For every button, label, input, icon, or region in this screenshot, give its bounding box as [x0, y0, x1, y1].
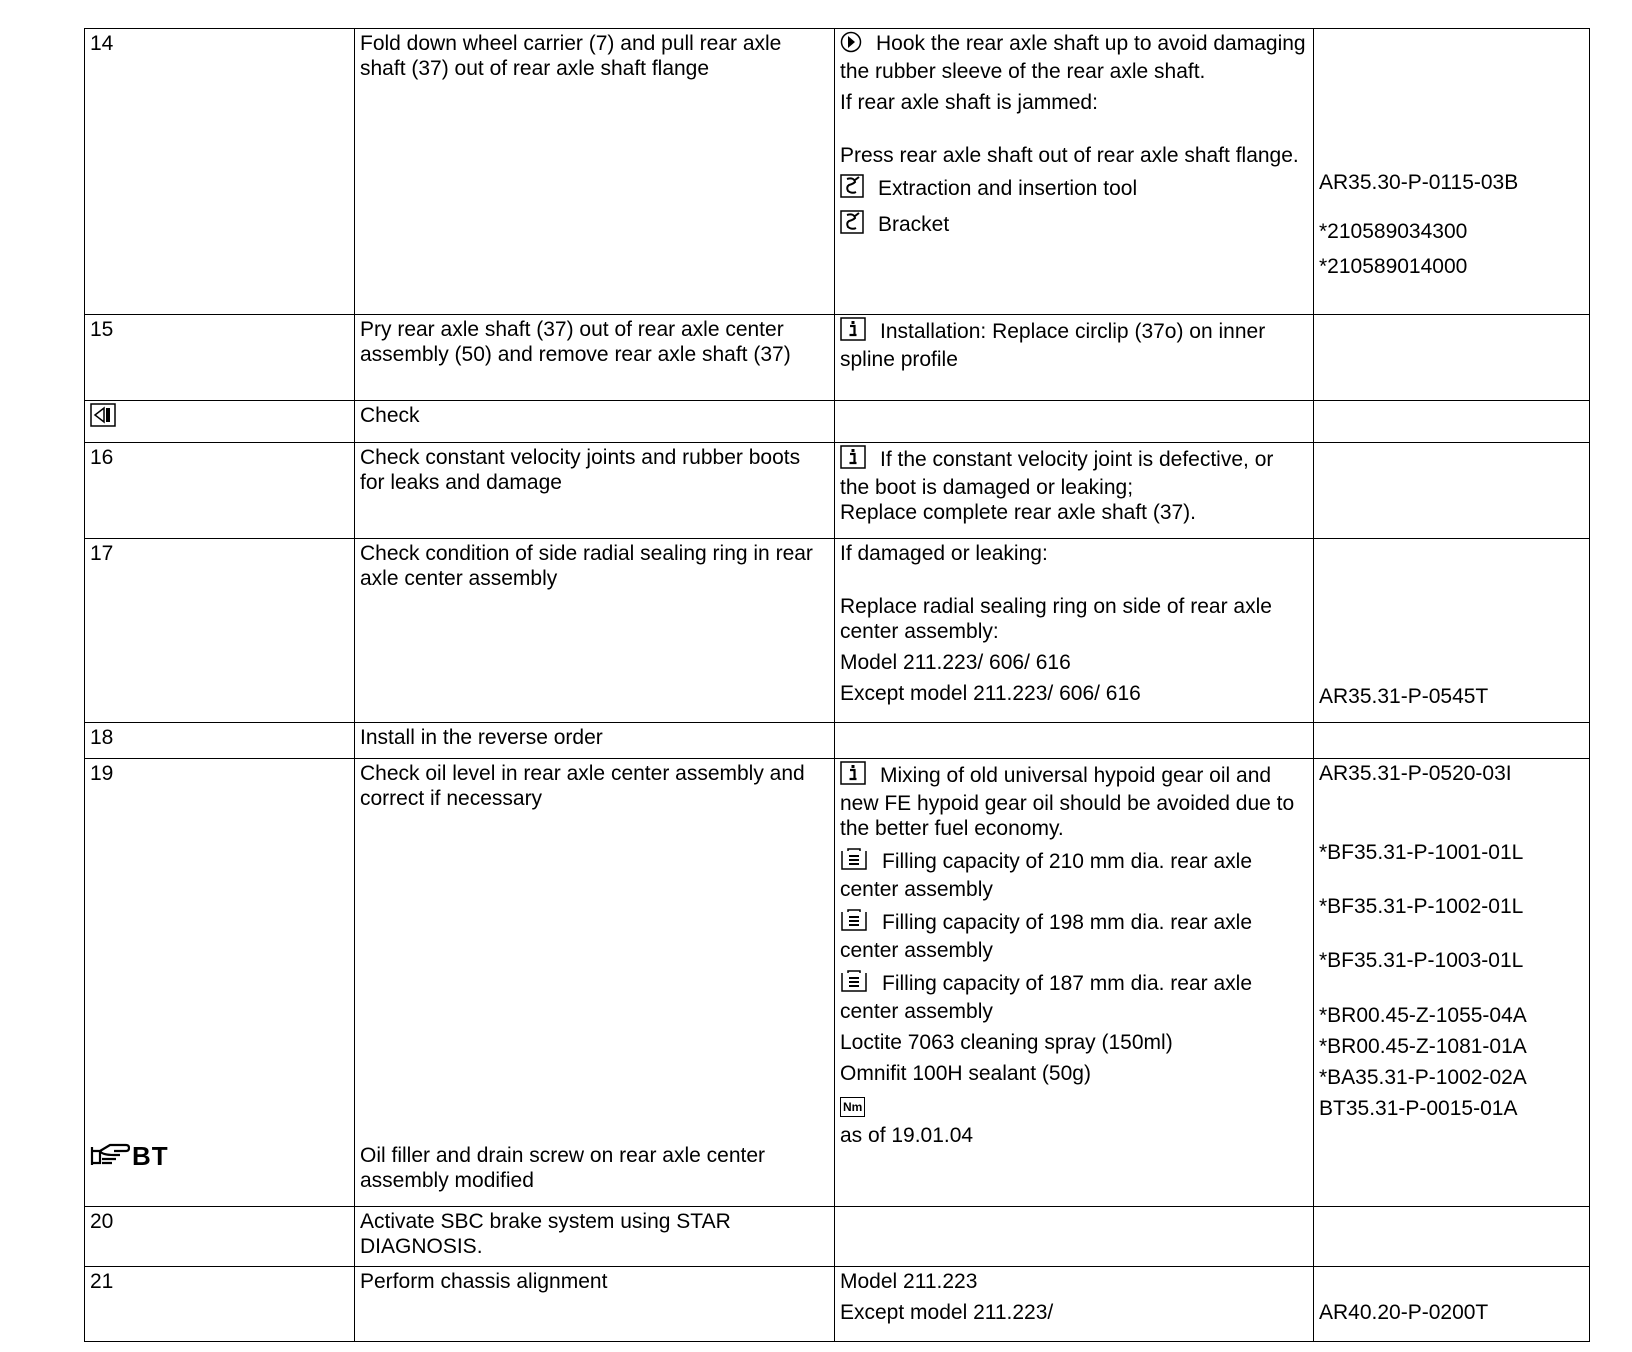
reference-code: AR35.31-P-0520-03I — [1319, 762, 1512, 785]
filling-capacity: Filling capacity of 187 mm dia. rear axle center assembly — [840, 972, 1252, 1023]
step-action: Pry rear axle shaft (37) out of rear axle center assembly (50) and remove rear axle shaft (37) — [355, 315, 835, 401]
reference-code: *BF35.31-P-1002-01L — [1319, 895, 1524, 918]
step-action: Check — [355, 401, 835, 443]
pointing-hand-icon — [90, 1141, 130, 1171]
reference-code: AR35.31-P-0545T — [1319, 685, 1489, 708]
reference-code: *210589034300 — [1319, 220, 1468, 243]
if-damaged-text: If damaged or leaking: — [840, 542, 1048, 565]
reference-code: *BA35.31-P-1002-02A — [1319, 1066, 1527, 1089]
info-note: If the constant velocity joint is defective, or the boot is damaged or leaking; — [840, 448, 1274, 499]
step-notes — [835, 1207, 1314, 1267]
table-row — [85, 315, 1590, 401]
warning-note: Hook the rear axle shaft up to avoid damaging the rubber sleeve of the rear axle shaft. — [840, 32, 1306, 83]
step-notes — [835, 539, 1314, 723]
step-action-text: Check oil level in rear axle center assembly and correct if necessary — [360, 762, 805, 810]
press-instruction: Press rear axle shaft out of rear axle shaft flange. — [840, 144, 1299, 167]
except-model-text: Except model 211.223/ 606/ 616 — [840, 682, 1141, 705]
tool-icon — [840, 210, 864, 240]
step-references — [1314, 759, 1590, 1207]
reference-code: AR40.20-P-0200T — [1319, 1301, 1489, 1324]
step-action: Install in the reverse order — [355, 723, 835, 759]
step-references — [1314, 29, 1590, 315]
table-row — [85, 723, 1590, 759]
step-references — [1314, 723, 1590, 759]
omnifit-text: Omnifit 100H sealant (50g) — [840, 1062, 1091, 1085]
step-number: 16 — [85, 443, 355, 539]
step-references — [1314, 1207, 1590, 1267]
reference-code: AR35.30-P-0115-03B — [1319, 171, 1519, 194]
step-references — [1314, 315, 1590, 401]
step-number — [85, 401, 355, 443]
step-notes — [835, 723, 1314, 759]
table-row — [85, 401, 1590, 443]
reference-code: *BR00.45-Z-1055-04A — [1319, 1004, 1527, 1027]
table-row — [85, 1267, 1590, 1342]
table-row — [85, 29, 1590, 315]
step-number-text: 19 — [90, 762, 114, 785]
step-action: Activate SBC brake system using STAR DIAGNOSIS. — [355, 1207, 835, 1267]
reference-code: *BF35.31-P-1003-01L — [1319, 949, 1524, 972]
table-row — [85, 759, 1590, 1207]
filling-capacity: Filling capacity of 210 mm dia. rear axle center assembly — [840, 850, 1252, 901]
step-references — [1314, 539, 1590, 723]
oil-can-icon — [840, 847, 868, 877]
step-action — [355, 759, 835, 1207]
step-notes — [835, 1267, 1314, 1342]
bt-action: Oil filler and drain screw on rear axle center assembly modified — [360, 1144, 766, 1192]
bt-label: BT — [132, 1140, 169, 1171]
table-row — [85, 1207, 1590, 1267]
tool-name: Extraction and insertion tool — [878, 177, 1138, 200]
reference-code: BT35.31-P-0015-01A — [1319, 1097, 1518, 1120]
step-action: Check condition of side radial sealing ring in rear axle center assembly — [355, 539, 835, 723]
table-row — [85, 539, 1590, 723]
model-text: Model 211.223/ 606/ 616 — [840, 651, 1071, 674]
table-row — [85, 443, 1590, 539]
bt-note: as of 19.01.04 — [840, 1124, 974, 1147]
tool-name: Bracket — [878, 213, 950, 236]
replace-instruction: Replace complete rear axle shaft (37). — [840, 501, 1197, 524]
step-number: 15 — [85, 315, 355, 401]
reference-code: *BR00.45-Z-1081-01A — [1319, 1035, 1527, 1058]
step-notes — [835, 401, 1314, 443]
step-number — [85, 759, 355, 1207]
info-icon — [840, 445, 866, 475]
step-number: 14 — [85, 29, 355, 315]
step-number: 20 — [85, 1207, 355, 1267]
step-action: Fold down wheel carrier (7) and pull rear axle shaft (37) out of rear axle shaft flange — [355, 29, 835, 315]
step-notes — [835, 29, 1314, 315]
loctite-text: Loctite 7063 cleaning spray (150ml) — [840, 1031, 1173, 1054]
step-action: Perform chassis alignment — [355, 1267, 835, 1342]
except-model-text: Except model 211.223/ — [840, 1301, 1054, 1324]
oil-can-icon — [840, 908, 868, 938]
oil-can-icon — [840, 969, 868, 999]
model-text: Model 211.223 — [840, 1270, 978, 1293]
step-notes — [835, 443, 1314, 539]
step-notes — [835, 315, 1314, 401]
check-icon — [90, 409, 116, 432]
torque-icon: Nm — [840, 1097, 865, 1117]
reference-code: *BF35.31-P-1001-01L — [1319, 841, 1524, 864]
step-references — [1314, 443, 1590, 539]
if-jammed-text: If rear axle shaft is jammed: — [840, 91, 1098, 114]
step-references — [1314, 1267, 1590, 1342]
step-references — [1314, 401, 1590, 443]
step-number: 21 — [85, 1267, 355, 1342]
info-note: Installation: Replace circlip (37o) on inner spline profile — [840, 320, 1266, 371]
info-note: Mixing of old universal hypoid gear oil and new FE hypoid gear oil should be avoided due to the better fuel economy. — [840, 764, 1295, 840]
warning-icon — [840, 31, 862, 59]
filling-capacity: Filling capacity of 198 mm dia. rear axle center assembly — [840, 911, 1252, 962]
step-number: 17 — [85, 539, 355, 723]
reference-code: *210589014000 — [1319, 255, 1468, 278]
repair-steps-table — [84, 28, 1590, 1342]
step-action: Check constant velocity joints and rubber boots for leaks and damage — [355, 443, 835, 539]
info-icon — [840, 761, 866, 791]
replace-instruction: Replace radial sealing ring on side of rear axle center assembly: — [840, 595, 1272, 643]
info-icon — [840, 317, 866, 347]
step-number: 18 — [85, 723, 355, 759]
step-notes — [835, 759, 1314, 1207]
tool-icon — [840, 174, 864, 204]
